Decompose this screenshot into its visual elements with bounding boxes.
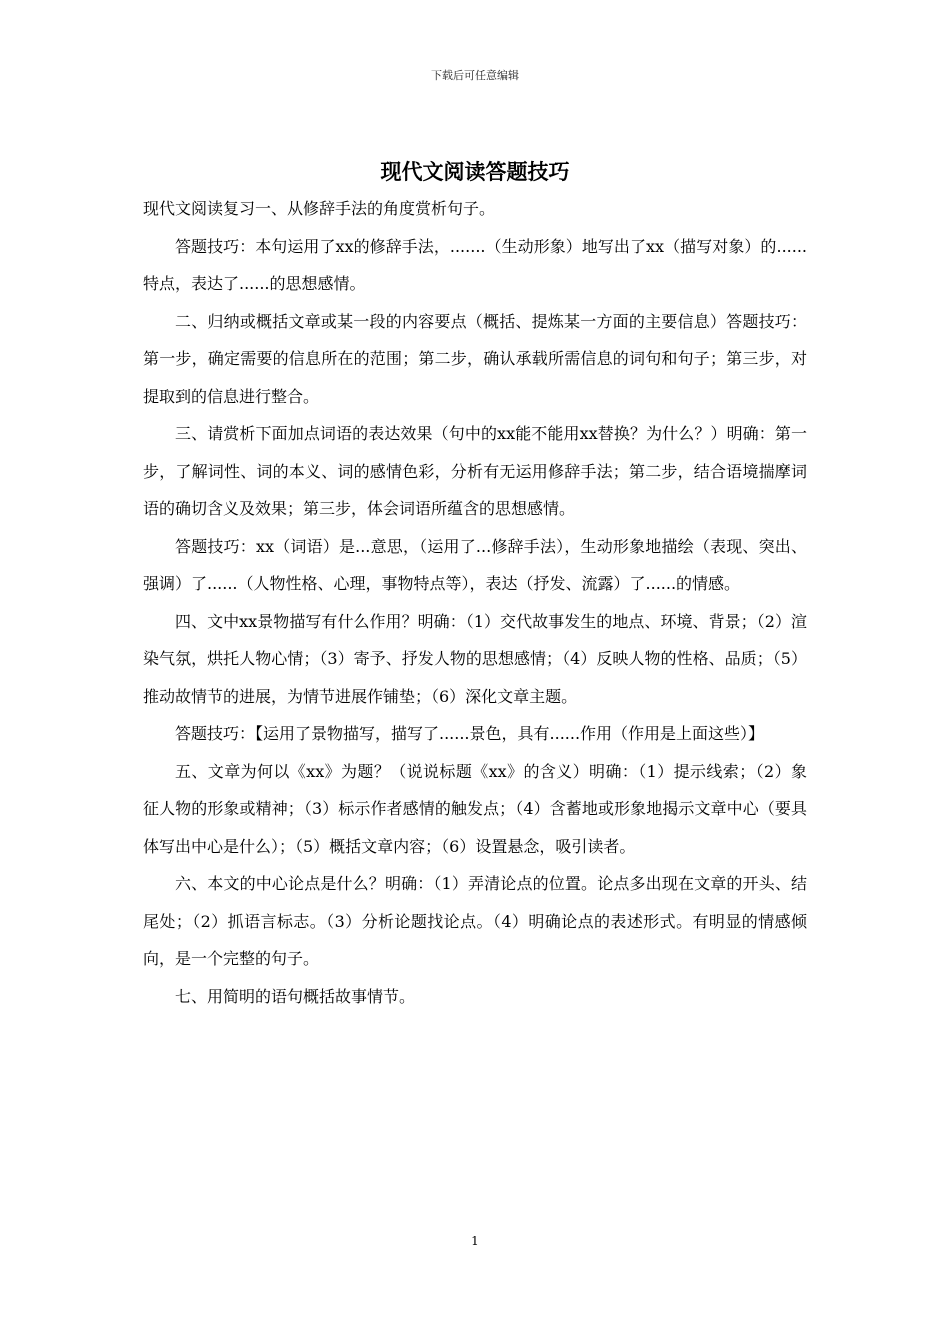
paragraph-section-6: 六、本文的中心论点是什么？明确：（1）弄清论点的位置。论点多出现在文章的开头、结尾处；（2）抓语言标志。（3）分析论题找论点。（4）明确论点的表述形式。有明显的情感倾向，是一个完整的句子。 (143, 874, 807, 968)
page-number: 1 (471, 1234, 479, 1248)
paragraph-section-5: 五、文章为何以《xx》为题？（说说标题《xx》的含义）明确：（1）提示线索；（2）象征人物的形象或精神；（3）标示作者感情的触发点；（4）含蓄地或形象地揭示文章中心（要具体写出中心是什么）；（5）概括文章内容；（6）设置悬念，吸引读者。 (143, 761, 807, 856)
document-title: 现代文阅读答题技巧 (380, 160, 570, 184)
document-body (143, 156, 807, 1015)
paragraph-tip-words: 答题技巧：xx（词语）是...意思，（运用了...修辞手法），生动形象地描绘（表现、突出、强调）了......（人物性格、心理，事物特点等），表达（抒发、流露）了......的情感。 (143, 536, 807, 593)
paragraph-section-3: 三、请赏析下面加点词语的表达效果（句中的xx能不能用xx替换？为什么？）明确：第一步，了解词性、词的本义、词的感情色彩，分析有无运用修辞手法；第二步，结合语境揣摩词语的确切含义及效果；第三步，体会词语所蕴含的思想感情。 (143, 424, 807, 518)
paragraph-intro: 现代文阅读复习一、从修辞手法的角度赏析句子。 (143, 199, 496, 218)
paragraph-tip-scenery: 答题技巧：【运用了景物描写，描写了......景色，具有......作用（作用是上面这些）】 (175, 724, 765, 743)
page-header-note: 下载后可任意编辑 (431, 69, 519, 82)
paragraph-tip-rhetoric: 答题技巧：本句运用了xx的修辞手法，.......（生动形象）地写出了xx（描写对象）的......特点，表达了......的思想感情。 (143, 236, 807, 293)
paragraph-section-4: 四、文中xx景物描写有什么作用？明确：（1）交代故事发生的地点、环境、背景；（2）渲染气氛，烘托人物心情；（3）寄予、抒发人物的思想感情；（4）反映人物的性格、品质；（5）推动故情节的进展，为情节进展作铺垫；（6）深化文章主题。 (143, 611, 807, 706)
paragraph-section-7: 七、用简明的语句概括故事情节。 (175, 986, 416, 1006)
paragraph-section-2: 二、归纳或概括文章或某一段的内容要点（概括、提炼某一方面的主要信息）答题技巧：第一步，确定需要的信息所在的范围；第二步，确认承载所需信息的词句和句子；第三步，对提取到的信息进行整合。 (143, 311, 807, 406)
